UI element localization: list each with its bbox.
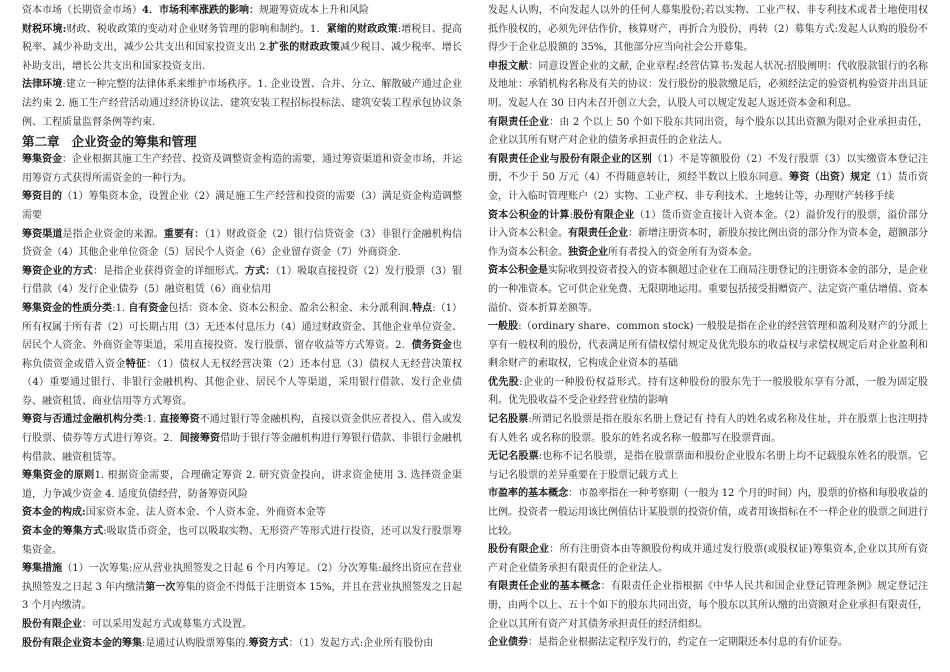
text-paragraph (488, 2, 928, 58)
text-paragraph (488, 578, 928, 634)
text-paragraph (22, 300, 462, 412)
text-run: （1）筹集资本金，设置企业（2）满足施工生产经营和投资的需要（3）满足资金构造调整需要 (22, 191, 463, 221)
text-run: 实际收到投资者投入的资本额超过企业在工商局注册登记的注册资本金的部分，是企业的一种准资本。它可供企业免费、无限期地运用。重要包括接受捐赠资产、法定资产重估增值、资本溢价、资本折算差额等。 (488, 265, 928, 314)
text-paragraph (22, 76, 462, 132)
bold-term: 记名股票 (488, 414, 529, 426)
text-run: 所有者投入的资金所有为资本金。 (608, 246, 758, 258)
text-run: （1）财政资金（2）银行信贷资金（3）非银行金融机构信贷资金（4）其他企业单位资金（5）居民个人资金（6）企业留存资金（7）外商资金. (22, 228, 463, 259)
bold-term: 有限责任企业 (488, 116, 550, 128)
bold-term: 财税环境: (22, 23, 67, 35)
bold-term: 一般股 (488, 321, 519, 333)
bold-term: 股份有限企业资本金的筹集 (22, 637, 142, 649)
text-run: ：（1）债权人无权经营决策（2）还本付息（3）债权人无经营决策权（4）重要通过银行、非银行金融机构、其他企业、居民个人等渠道，采用银行借款、发行企业债券、融资租赁、商业信用等方式筹资。 (22, 358, 463, 407)
text-paragraph (488, 448, 928, 485)
bold-term: 筹资方式 (248, 637, 289, 649)
bold-term: 筹集资金 (22, 154, 62, 166)
text-paragraph (22, 226, 462, 263)
bold-term: 优先股 (488, 376, 520, 388)
bold-term: 资本公积金是 (488, 265, 548, 277)
text-run: ：由 2 个以上 50 个如下股东共同出资，每个股东以其出资额为限对企业承担责任，企业以其所有财产对企业的债务承担责任的企业法人。 (488, 116, 929, 147)
bold-term: 筹资企业的方式 (22, 265, 93, 277)
text-run: :也称不记名股票，是指在股票票面和股份企业股东名册上均不记载股东姓名的股票。它与记名股票的差异重要在于股票记载方式上 (488, 451, 929, 481)
text-run: 1. 根据资金需要，合理确定筹资 2. 研究资金投向，讲求资金使用 3. 选择资金渠道，力争减少资金 4. 适度负债经营，防备筹资风险 (22, 470, 462, 500)
text-run: 第二章 (22, 134, 60, 150)
bold-term: 筹资渠道 (22, 228, 63, 240)
left-column (22, 2, 462, 653)
text-run: :增税目、提高税率、减少补助支出，减少公共支出和国家投资支出 2. (22, 23, 462, 54)
text-run: 财政、税收政策的变动对企业财务管理的影响和制约。1． (66, 23, 327, 35)
section-heading (22, 132, 462, 151)
text-run: 筹集的资金不得低于注册资本 15%，并且在营业执照签发之日起 3 个月内缴清。 (22, 581, 463, 612)
text-run: 企业资金的筹集和管理 (71, 134, 197, 150)
text-run: ：可以采用发起方式或募集方式设置。 (82, 619, 252, 630)
text-run: ：企业根据其施工生产经营、投资及调整资金构造的需要，通过筹资渠道和资金市场，并运用筹资方式获得所需资金的一种行为。 (22, 154, 462, 184)
text-run: 借助于银行等金融机构进行筹银行借款、非银行金融机构借款、融资租赁等。 (22, 433, 463, 463)
text-run: （1）货币资金直接计入资本金。（2）溢价发行的股票，溢价部分计入资本公积金。 (488, 209, 929, 240)
bold-term: 股份有限企业 (22, 619, 82, 630)
text-paragraph (22, 616, 462, 635)
bold-term: 方式： (244, 265, 276, 277)
text-run: 发起人认购，不向发起人以外的任何人募集股份;若以实物、工业产权、非专利技术或者土地使用权抵作股权的，必须先评估作价，核算财产，再折合为股份，再转（2）募集方式:发起人认购的股份不得少于企业总股额的 35%，其他部分应当向社会公开募集。 (488, 5, 928, 54)
bold-term: 特征 (125, 358, 147, 370)
text-run: ：有限责任企业指根据《中华人民共和国企业登记管理条例》规定登记注册，由两个以上、五十个如下的股东共同出资，每个股东以其所认缴的出资额对企业承担有限责任，企业以其所有资产对其债务承担责任的经济组织。 (488, 581, 929, 630)
bold-term: 市盈率的基本概念 (488, 488, 569, 500)
text-run: 是指企业资金的来源。 (62, 228, 164, 240)
bold-term: 企业债券 (488, 637, 528, 649)
bold-term: 资本公积金的计算 (488, 209, 570, 221)
text-paragraph (22, 523, 462, 560)
bold-term: 资本金的构成: (22, 507, 86, 519)
text-paragraph (488, 262, 928, 318)
text-run: :所谓记名股票是指在股东名册上登记有 持有人的姓名或名称及住址，并在股票上也注明持有人姓名 或名称的股票。股东的姓名或名称一般都写在股票背面。 (488, 414, 928, 444)
bold-term: 自有资金 (128, 302, 169, 314)
text-paragraph (22, 467, 462, 504)
right-column (488, 2, 928, 653)
bold-term: 筹资与否通过金融机构分类 (22, 414, 144, 426)
text-paragraph (488, 58, 928, 114)
text-run: ：新增注册资本时，新股东按比例出资的部分作为资本金，超额部分作为资本公积金。 (488, 228, 928, 258)
text-run: （1）不是等额股份（2）不发行股票（3）以实缴资本登记注册，不少于 50 万元（4）不得随意转让，须经半数以上股东同意。 (488, 153, 928, 184)
text-run: :（ordinary share、common stock) 一般股是指在企业的经营管理和盈利及财产的分派上享有一般权利的股份，代表满足所有债权偿付规定及优先股东的收益权与求偿权规定后对企业盈利和剩余财产的索取权，它构成企业资本的基础 (488, 321, 929, 370)
text-paragraph (488, 114, 928, 151)
text-run: （1）一次筹集:应从营业执照签发之日起 6 个月内筹足。（2）分次筹集:最终出资应在营业执照签发之日起 3 年内缴清 (22, 563, 463, 593)
bold-term: 直接筹资 (159, 414, 200, 426)
text-run: : (569, 209, 573, 221)
bold-term: 股份有限企业 (573, 209, 635, 221)
text-paragraph (488, 541, 928, 578)
text-run: （1）吸取直接投资（2）发行股票（3）银行借款（4）发行企业债券（5）融资租赁（6）商业信用 (22, 265, 463, 296)
text-run: ：同意设置企业的文献, 企业章程:经营估算书:发起人状况:招股阐明：代收股款银行的名称及地址：承销机构名称及有关的协议：发行股份的股款缴足后，必须经法定的验资机构验资并出具证明。发起人在 30 日内未召开创立大会，认股人可以规定发起人返还资本金和利息。 (488, 60, 929, 109)
bold-term: 有限责任企业 (568, 228, 628, 240)
bold-term: 重要有： (163, 228, 205, 240)
bold-term: 紧缩的财政政策 (326, 23, 398, 35)
bold-term: 无记名股票 (488, 451, 539, 463)
bold-term: 间接筹资 (179, 433, 221, 445)
text-paragraph (22, 21, 462, 77)
bold-term: 扩张的财政政策 (268, 42, 341, 54)
text-run: （1）货币资金，计入临时管理账户（2）实物、工业产权、非专利技术、土地转让等，办理财产转移手续 (488, 172, 929, 202)
bold-term: 筹集资金的原则 (22, 470, 95, 482)
text-paragraph (488, 411, 928, 448)
text-paragraph (488, 634, 928, 653)
text-run: :是通过认购股票筹集的. (142, 637, 249, 649)
bold-term: 债务资金 (411, 340, 452, 352)
text-run: :1. (112, 302, 129, 314)
text-run: ：所有注册资本由等额股份构成并通过发行股票(或股权证)筹集资本,企业以其所有资产对企业债务承担有限责任的企业法人。 (488, 544, 929, 574)
text-run: 减少税目、减少税率、增长补助支出，增长公共支出和国家投资支出. (22, 42, 462, 72)
text-paragraph (488, 485, 928, 541)
bold-term: 有限责任企业与股份有限企业的区别 (488, 153, 653, 165)
text-paragraph (22, 504, 462, 523)
bold-term: 筹集资金的性质分类 (22, 302, 113, 314)
bold-term: 筹资目的 (22, 191, 63, 203)
text-paragraph (22, 188, 462, 225)
text-run: 不通过银行等金融机构，直接以资金供应者投入、借入或发行股票、债券等方式进行筹资。2． (22, 414, 463, 445)
text-paragraph (22, 635, 462, 654)
text-paragraph (488, 374, 928, 411)
text-run: :企业的一种股份权益形式。持有这种股份的股东先于一般股股东享有分派，一般为固定股利。优先股收益不受企业经营业绩的影响 (488, 376, 928, 407)
text-run: ：市盈率指在一种考察期（一般为 12 个月的时间）内，股票的价格和每股收益的比例。投资者一般运用该比例值估计某股票的投资价值，或者用该指标在不一样企业的股票之间进行比较。 (488, 488, 928, 537)
text-run: :建立一种完整的法律体系来维护市场秩序。1. 企业设置、合并、分立、解散破产通过企业法约束 2. 施工生产经营活动通过经济协议法、建筑安装工程招标投标法、建筑安装工程承包协议条例、工程质量监督条例等约束. (22, 79, 463, 128)
text-paragraph (22, 411, 462, 467)
text-run: :（1）所有权属于所有者（2）可长期占用（3）无还本付息压力（4）通过财政资金、其他企业单位资金、居民个人资金、外商资金等渠道，采用直接投资、发行股票、留存收益等方式筹资。2． (22, 302, 463, 352)
text-run: 资本市场（长期资金市场） (22, 5, 142, 16)
text-paragraph (22, 151, 462, 188)
text-run: :1. (143, 414, 160, 426)
bold-term: 法律环境 (22, 79, 63, 91)
text-run: ：是指企业获得资金的详细形式。 (92, 265, 245, 277)
text-paragraph (22, 263, 462, 300)
text-run: 包括：资本金、资本公积金、盈余公积金、未分派利润. (168, 302, 413, 314)
text-paragraph (488, 207, 928, 263)
bold-term: 资本金的筹集方式 (22, 526, 104, 538)
bold-term: 申报文献 (488, 60, 529, 72)
text-run: ：是指企业根据法定程序发行的，约定在一定期限还本付息的有价证券。 (528, 637, 848, 649)
bold-term: 筹资（出资）规定 (789, 172, 871, 184)
text-paragraph (22, 2, 462, 21)
text-run: 规避筹资成本上升和风险 (258, 5, 369, 16)
bold-term: 特点 (412, 302, 433, 314)
text-paragraph (488, 318, 928, 374)
bold-term: 4．市场利率涨跌的影响： (142, 5, 259, 16)
bold-term: 第一次 (145, 581, 176, 593)
text-run: ：（1）发起方式:企业所有股份由 (288, 637, 434, 649)
text-paragraph (488, 151, 928, 207)
text-paragraph (22, 560, 462, 616)
bold-term: 股份有限企业 (488, 544, 550, 556)
bold-term: 筹集措施 (22, 563, 63, 575)
bold-term: 有限责任企业的基本概念 (488, 581, 601, 593)
text-run: 也称负债资金或借入资金 (22, 340, 462, 370)
text-run: 国家资本金、法人资本金、个人资本金、外商资本金等 (85, 507, 326, 519)
bold-term: 独资企业 (568, 246, 608, 258)
text-run: :吸取货币资金，也可以吸取实物、无形资产等形式进行投资，还可以发行股票筹集资金。 (22, 526, 462, 556)
